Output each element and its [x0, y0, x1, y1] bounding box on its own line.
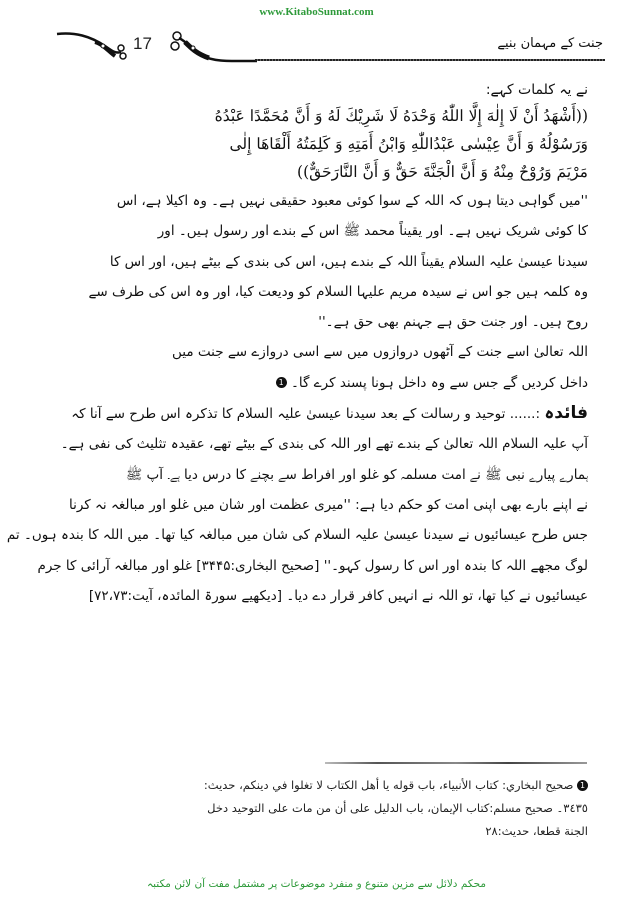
right-ornament-icon [167, 28, 257, 64]
faidah-line: نے اپنے بارے بھی اپنی امت کو حکم دیا ہے: ''میری عظمت اور شان میں غلو اور مبالغہ نہ کرنا [68, 496, 588, 513]
result-line: اللہ تعالیٰ اسے جنت کے آٹھوں دروازوں میں سے اسی دروازے سے جنت میں [172, 344, 588, 361]
faidah-line [48, 398, 588, 429]
faidah-label: فائدہ [544, 403, 588, 424]
arabic-shahada [48, 102, 588, 186]
faidah-line: ہمارے پیارے نبی ﷺ نے امت مسلمہ کو غلو اور افراط سے بچنے کا درس دیا ہے۔ آپ ﷺ [125, 466, 588, 483]
footnote-line [48, 774, 588, 797]
footnote-marker: 1 [577, 780, 588, 791]
faidah-paragraph [6, 398, 588, 611]
arabic-line: ((أَشْهَدُ أَنْ لَا إِلٰهَ إِلَّا اللّٰهُ وَحْدَهُ لَا شَرِيْكَ لَهُ وَ أَنَّ مُحَمَّدًا عَبْدُهُ [214, 107, 588, 125]
arabic-line: وَرَسُوْلُهُ وَ أَنَّ عِيْسٰى عَبْدُاللّٰهِ وَابْنُ أَمَتِهِ وَ كَلِمَتُهُ أَلْقَاهَا إِلٰى [229, 135, 588, 153]
main-content [6, 78, 588, 611]
arabic-line: مَرْيَمَ وَرُوْحٌ مِنْهُ وَ أَنَّ الْجَنَّةَ حَقٌّ وَ أَنَّ النَّارَحَقٌّ)) [297, 163, 588, 181]
footnote-ref[interactable]: 1 [276, 377, 287, 388]
running-title: جنت کے مہمان بنیے [497, 36, 603, 51]
result-line-text: داخل کردیں گے جس سے وہ داخل ہونا پسند کرے گا۔ [291, 374, 588, 391]
faidah-first-line: :...... توحید و رسالت کے بعد سیدنا عیسیٰ علیہ السلام کا تذکرہ اس طرح سے آنا کہ [71, 406, 541, 423]
footnote-line: الجنة قطعا، حديث:٢٨ [485, 824, 588, 838]
header-rule [255, 59, 605, 61]
translation [48, 186, 588, 337]
result-paragraph [48, 337, 588, 398]
footnotes [48, 774, 588, 843]
faidah-line: جس طرح عیسائیوں نے سیدنا عیسیٰ علیہ السلام کی شان میں مبالغہ کیا تھا۔ میں اللہ کا بندہ ہوں۔ تم [6, 527, 588, 544]
page-number: 17 [133, 34, 152, 53]
translation-line: روح ہیں۔ اور جنت حق ہے جہنم بھی حق ہے۔'' [318, 314, 588, 331]
intro-line: نے یہ کلمات کہے: [485, 82, 588, 98]
page-header [55, 28, 605, 64]
footnote-line: ٣٤٣٥۔ صحيح مسلم:كتاب الإيمان، باب الدليل على أن من مات على التوحيد دخل [207, 801, 588, 815]
faidah-line: لوگ مجھے اللہ کا بندہ اور اس کا رسول کہو۔'' [صحیح البخاری:۳۴۴۵] غلو اور مبالغہ آرائی کا جرم [37, 557, 588, 574]
left-ornament-icon [55, 30, 130, 62]
translation-line: ''میں گواہی دیتا ہوں کہ اللہ کے سوا کوئی معبود حقیقی نہیں ہے۔ وہ اکیلا ہے، اس [116, 193, 588, 209]
result-line [48, 368, 588, 398]
translation-line: سیدنا عیسیٰ علیہ السلام یقیناً اللہ کے بندے ہیں، اس کی بندی کے بیٹے ہیں، اور اس کا [109, 253, 588, 270]
translation-line: وہ کلمہ ہیں جو اس نے سیدہ مریم علیہا السلام کو ودیعت کیا، اور وہ اس کی طرف سے [88, 283, 588, 300]
faidah-line: آپ علیہ السلام اللہ تعالیٰ کے بندے تھے اور اللہ کی بندی کے بیٹے تھے، عقیدہ تثلیث کی نفی ہے۔ [60, 436, 588, 453]
translation-line: کا کوئی شریک نہیں ہے۔ اور یقیناً محمد ﷺ اس کے بندے اور رسول ہیں۔ اور [157, 223, 588, 240]
faidah-line: عیسائیوں نے کیا تھا، تو اللہ نے انہیں کافر قرار دے دیا۔ [دیکھیے سورۃ المائدہ، آیت:۷۲،۷۳] [88, 587, 588, 604]
site-url[interactable]: www.KitaboSunnat.com [259, 6, 374, 18]
footnote-separator [325, 762, 587, 764]
footer-tagline: محکم دلائل سے مزین متنوع و منفرد موضوعات پر مشتمل مفت آن لائن مکتبہ [146, 878, 487, 890]
footnote-text: صحيح البخاري: كتاب الأنبياء، باب قوله يا أهل الكتاب لا تغلوا في دينكم، حديث: [203, 778, 574, 792]
